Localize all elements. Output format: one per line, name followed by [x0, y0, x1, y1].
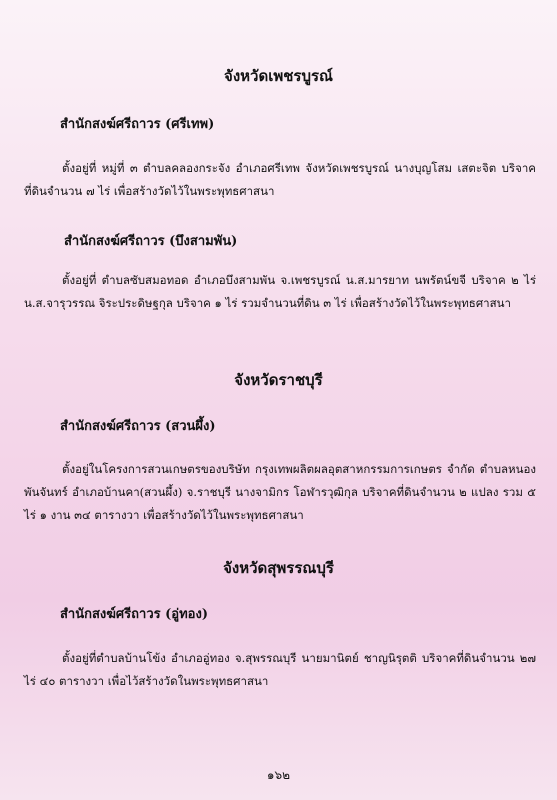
paragraph-si-thep: ตั้งอยู่ที่ หมู่ที่ ๓ ตำบลคลองกระจัง อำเภอศรีเทพ จังหวัดเพชรบูรณ์ นางบุญโสม เสตะจิต บริจาคที่ดินจำนวน ๗ ไร่ เพื่อสร้างวัดไว้ในพระพุทธศาสนา [24, 161, 536, 198]
temple-heading-bueng-sam-phan: สำนักสงฆ์ศรีถาวร (บึงสามพัน) [64, 234, 238, 249]
paragraph-suan-phueng: ตั้งอยู่ในโครงการสวนเกษตรของบริษัท กรุงเทพผลิตผลอุตสาหกรรมการเกษตร จำกัด ตำบลหนองพันจันทร์ อำเภอบ้านคา(สวนผึ้ง) จ.ราชบุรี นางจามิกร โอฬารวุฒิกุล บริจาคที่ดินจำนวน ๒ แปลง รวม ๕ ไร่ ๑ งาน ๓๔ ตารางวา เพื่อสร้างวัดไว้ในพระพุทธศาสนา [24, 462, 536, 522]
paragraph-bueng-sam-phan: ตั้งอยู่ที่ ตำบลซับสมอทอด อำเภอบึงสามพัน จ.เพชรบูรณ์ น.ส.มารยาท นพรัตน์ขจี บริจาค ๒ ไร่ น.ส.จารุวรรณ จิระประดิษฐกุล บริจาค ๑ ไร่ รวมจำนวนที่ดิน ๓ ไร่ เพื่อสร้างวัดไว้ในพระพุทธศาสนา [24, 273, 536, 310]
province-heading-suphanburi: จังหวัดสุพรรณบุรี [223, 559, 334, 577]
province-heading-ratchaburi: จังหวัดราชบุรี [234, 371, 323, 389]
paragraph-u-thong: ตั้งอยู่ที่ตำบลบ้านโข้ง อำเภออู่ทอง จ.สุพรรณบุรี นายมานิตย์ ชาญนิรุตติ บริจาคที่ดินจำนวน ๒๗ ไร่ ๔๐ ตารางวา เพื่อไว้สร้างวัดในพระพุทธศาสนา [24, 651, 536, 688]
temple-heading-si-thep: สำนักสงฆ์ศรีถาวร (ศรีเทพ) [60, 117, 215, 132]
province-heading-phetchabun: จังหวัดเพชรบูรณ์ [224, 67, 333, 85]
temple-heading-u-thong: สำนักสงฆ์ศรีถาวร (อู่ทอง) [60, 607, 208, 622]
temple-heading-suan-phueng: สำนักสงฆ์ศรีถาวร (สวนผึ้ง) [60, 419, 216, 434]
page-number: ๑๖๒ [266, 768, 291, 782]
